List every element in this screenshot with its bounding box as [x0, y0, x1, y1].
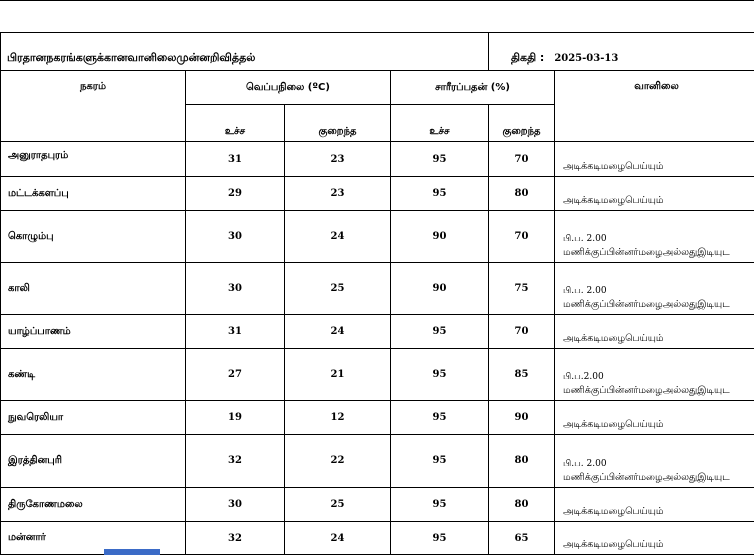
- weather-line-1: அடிக்கடிமழைபெய்யும்: [563, 194, 754, 208]
- weather-line-2: மணிக்குப்பின்னர்மழைஅல்லதுஇடியுட: [563, 246, 754, 260]
- city-name: காலி: [1, 263, 186, 315]
- weather-description: [555, 401, 754, 435]
- humidity-low: 80: [489, 177, 555, 211]
- temp-low: 22: [285, 435, 391, 488]
- header-row-1: [1, 71, 754, 105]
- temp-low: 25: [285, 263, 391, 315]
- temp-low: 24: [285, 211, 391, 263]
- temp-low: 12: [285, 401, 391, 435]
- temp-low: 25: [285, 488, 391, 522]
- weather-description: [555, 522, 754, 555]
- temp-low: 24: [285, 522, 391, 555]
- temp-high: 30: [186, 488, 285, 522]
- humidity-low: 80: [489, 435, 555, 488]
- temp-low: 23: [285, 142, 391, 177]
- temp-low: 23: [285, 177, 391, 211]
- humidity-low: 70: [489, 211, 555, 263]
- weather-description: [555, 488, 754, 522]
- weather-line-1: அடிக்கடிமழைபெய்யும்: [563, 538, 754, 552]
- city-name: மட்டக்களப்பு: [1, 177, 186, 211]
- humidity-low: 85: [489, 349, 555, 401]
- humidity-low: 70: [489, 315, 555, 349]
- page-title: பிரதானநகரங்களுக்கானவானிலைமுன்னறிவித்தல்: [1, 33, 489, 71]
- humidity-high: 95: [391, 315, 489, 349]
- col-header-temperature: வெப்பநிலை (ºC): [186, 71, 391, 105]
- weather-line-1: பி.ப.2.00: [563, 370, 754, 384]
- temp-high: 32: [186, 435, 285, 488]
- humidity-high: 90: [391, 211, 489, 263]
- temp-high: 29: [186, 177, 285, 211]
- col-header-hum-high: உச்ச: [391, 105, 489, 142]
- col-header-city: நகரம்: [1, 71, 186, 142]
- table-row: [1, 315, 754, 349]
- humidity-high: 95: [391, 522, 489, 555]
- temp-low: 24: [285, 315, 391, 349]
- humidity-high: 95: [391, 488, 489, 522]
- col-header-weather: வானிலை: [555, 71, 754, 142]
- city-name: கொழும்பு: [1, 211, 186, 263]
- weather-description: [555, 263, 754, 315]
- weather-line-1: பி.ப. 2.00: [563, 457, 754, 471]
- bottom-blue-bar: [104, 549, 160, 555]
- temp-high: 19: [186, 401, 285, 435]
- humidity-high: 95: [391, 435, 489, 488]
- humidity-low: 80: [489, 488, 555, 522]
- table-row: [1, 211, 754, 263]
- col-header-hum-low: குறைந்த: [489, 105, 555, 142]
- top-blank-bar: [0, 0, 754, 33]
- table-row: [1, 349, 754, 401]
- date-value: 2025-03-13: [554, 53, 618, 64]
- temp-low: 21: [285, 349, 391, 401]
- city-name: இரத்தினபுரி: [1, 435, 186, 488]
- humidity-low: 75: [489, 263, 555, 315]
- date-label: திகதி :: [511, 51, 544, 64]
- city-name: கண்டி: [1, 349, 186, 401]
- temp-high: 32: [186, 522, 285, 555]
- temp-high: 31: [186, 142, 285, 177]
- table-row: [1, 435, 754, 488]
- weather-description: [555, 349, 754, 401]
- col-header-temp-low: குறைந்த: [285, 105, 391, 142]
- temp-high: 30: [186, 263, 285, 315]
- temp-high: 27: [186, 349, 285, 401]
- humidity-high: 95: [391, 177, 489, 211]
- weather-description: [555, 435, 754, 488]
- weather-line-1: அடிக்கடிமழைபெய்யும்: [563, 418, 754, 432]
- temp-high: 30: [186, 211, 285, 263]
- humidity-high: 90: [391, 263, 489, 315]
- table-body: [1, 142, 754, 555]
- weather-description: [555, 315, 754, 349]
- forecast-table: [0, 32, 754, 555]
- city-name: திருகோணமலை: [1, 488, 186, 522]
- city-name: அனுராதபுரம்: [1, 142, 186, 177]
- weather-description: [555, 211, 754, 263]
- humidity-low: 65: [489, 522, 555, 555]
- weather-line-1: அடிக்கடிமழைபெய்யும்: [563, 505, 754, 519]
- humidity-low: 90: [489, 401, 555, 435]
- humidity-high: 95: [391, 401, 489, 435]
- weather-description: [555, 142, 754, 177]
- table-row: [1, 177, 754, 211]
- humidity-high: 95: [391, 142, 489, 177]
- city-name: நுவரெலியா: [1, 401, 186, 435]
- humidity-low: 70: [489, 142, 555, 177]
- weather-line-2: மணிக்குப்பின்னர்மழைஅல்லதுஇடியுட: [563, 471, 754, 485]
- weather-line-1: பி.ப. 2.00: [563, 284, 754, 298]
- weather-line-1: அடிக்கடிமழைபெய்யும்: [563, 160, 754, 174]
- weather-line-2: மணிக்குப்பின்னர்மழைஅல்லதுஇடியுட: [563, 298, 754, 312]
- table-row: [1, 142, 754, 177]
- col-header-temp-high: உச்ச: [186, 105, 285, 142]
- table-row: [1, 263, 754, 315]
- temp-high: 31: [186, 315, 285, 349]
- city-name: யாழ்ப்பாணம்: [1, 315, 186, 349]
- col-header-humidity: சாரீரப்பதன் (%): [391, 71, 555, 105]
- weather-line-1: அடிக்கடிமழைபெய்யும்: [563, 332, 754, 346]
- weather-description: [555, 177, 754, 211]
- weather-line-2: மணிக்குப்பின்னர்மழைஅல்லதுஇடியுட: [563, 384, 754, 398]
- city-name: மன்னார்: [1, 522, 186, 555]
- title-row: [1, 33, 754, 71]
- date-cell: [489, 33, 754, 71]
- table-row: [1, 488, 754, 522]
- table-row: [1, 401, 754, 435]
- humidity-high: 95: [391, 349, 489, 401]
- weather-line-1: பி.ப. 2.00: [563, 232, 754, 246]
